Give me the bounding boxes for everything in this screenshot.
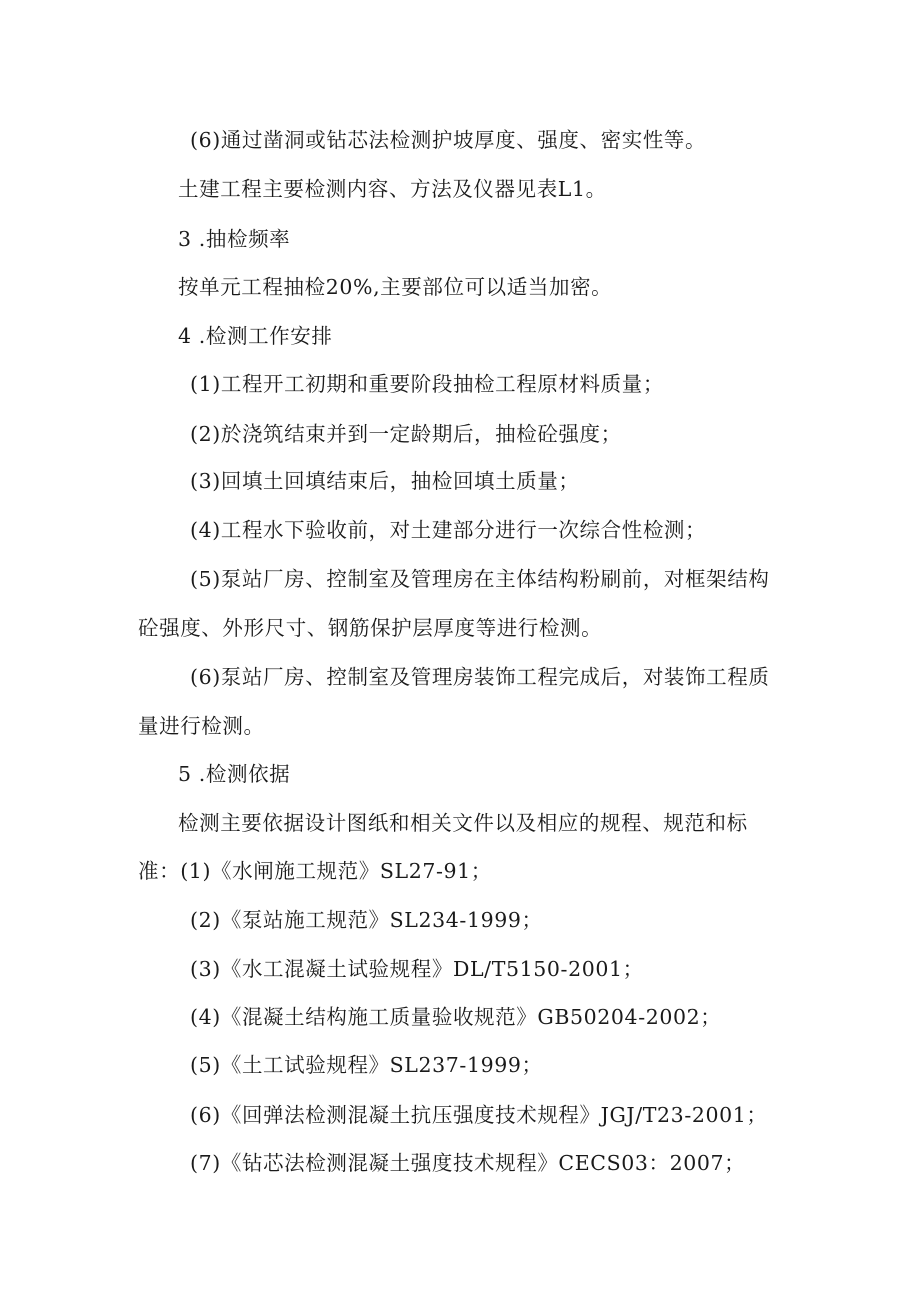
list-item: (5)泵站厂房、控制室及管理房在主体结构粉刷前，对框架结构	[190, 567, 770, 591]
reference-item: (7)《钻芯法检测混凝土强度技术规程》CECS03：2007；	[190, 1151, 746, 1175]
reference-item: (3)《水工混凝土试验规程》DL/T5150-2001；	[190, 957, 644, 981]
paragraph-line: 按单元工程抽检20%,主要部位可以适当加密。	[178, 275, 613, 299]
section-heading: 5 .检测依据	[178, 762, 291, 786]
list-item: (2)於浇筑结束并到一定龄期后，抽检砼强度；	[190, 422, 622, 446]
reference-item: (2)《泵站施工规范》SL234-1999；	[190, 908, 543, 932]
paragraph-line: (6)通过凿洞或钻芯法检测护坡厚度、强度、密实性等。	[190, 128, 707, 152]
list-item: (6)泵站厂房、控制室及管理房装饰工程完成后，对装饰工程质	[190, 665, 770, 689]
section-heading: 3 .抽检频率	[178, 227, 291, 251]
list-item-continuation: 量进行检测。	[138, 714, 265, 738]
list-item: (3)回填土回填结束后，抽检回填土质量；	[190, 469, 580, 493]
reference-item: (6)《回弹法检测混凝土抗压强度技术规程》JGJ/T23-2001；	[190, 1103, 768, 1127]
paragraph-line: 土建工程主要检测内容、方法及仪器见表L1。	[178, 177, 607, 201]
section-heading: 4 .检测工作安排	[178, 324, 333, 348]
list-item: (1)工程开工初期和重要阶段抽检工程原材料质量；	[190, 372, 664, 396]
reference-item: (5)《土工试验规程》SL237-1999；	[190, 1053, 543, 1077]
paragraph-line: 检测主要依据设计图纸和相关文件以及相应的规程、规范和标	[178, 811, 748, 835]
reference-item: (4)《混凝土结构施工质量验收规范》GB50204-2002；	[190, 1005, 722, 1029]
list-item-continuation: 砼强度、外形尺寸、钢筋保护层厚度等进行检测。	[138, 616, 603, 640]
list-item: (4)工程水下验收前，对土建部分进行一次综合性检测；	[190, 518, 707, 542]
paragraph-continuation: 准：(1)《水闸施工规范》SL27-91；	[138, 859, 492, 883]
